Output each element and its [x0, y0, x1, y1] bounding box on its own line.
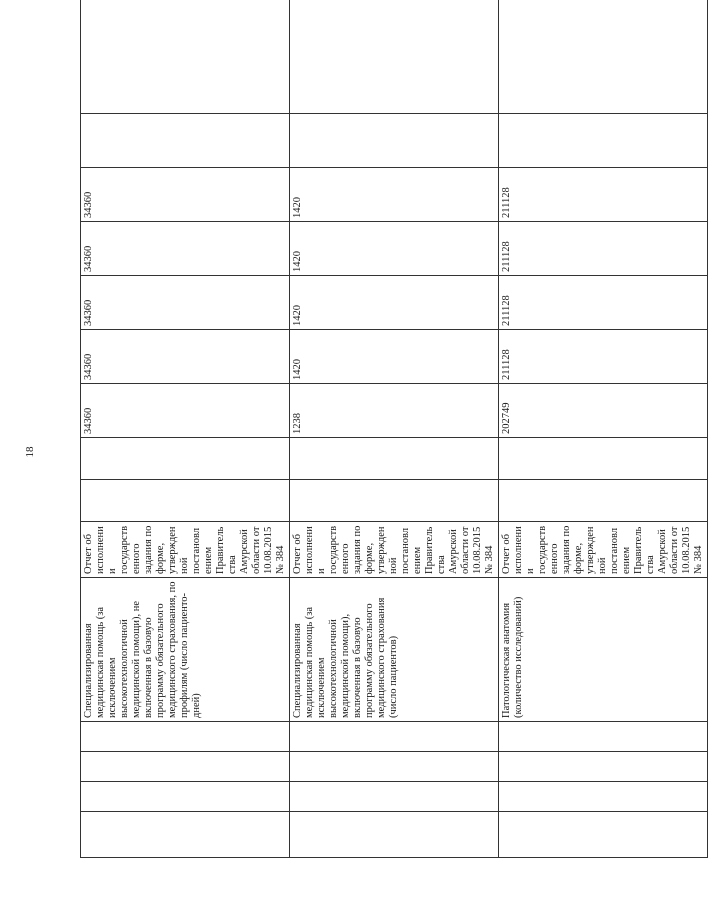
empty-cell [290, 782, 499, 812]
value-cell: 211128 [499, 168, 708, 222]
service-name-cell: Патологическая анатомия (количество исследований) [499, 578, 708, 722]
value-cell: 34360 [81, 384, 290, 438]
value-cell: 34360 [81, 168, 290, 222]
value-cell: 211128 [499, 330, 708, 384]
empty-cell [499, 114, 708, 168]
empty-cell [290, 438, 499, 480]
service-name-cell: Специализированная медицинская помощь (за исключением высокотехнологичной медицинской помощи), включенная в базовую программу обязательного медицинского страхования (число пациентов) [290, 578, 499, 722]
empty-cell [290, 0, 499, 114]
empty-cell [290, 752, 499, 782]
indicator-table [80, 0, 708, 858]
value-cell: 1420 [290, 222, 499, 276]
value-cell: 34360 [81, 222, 290, 276]
empty-cell [81, 438, 290, 480]
value-cell: 202749 [499, 384, 708, 438]
table-row [81, 0, 290, 858]
value-cell: 34360 [81, 276, 290, 330]
value-cell: 1420 [290, 330, 499, 384]
empty-cell [81, 114, 290, 168]
page-number: 18 [24, 446, 36, 458]
value-cell: 1420 [290, 168, 499, 222]
empty-cell [81, 812, 290, 858]
empty-cell [81, 0, 290, 114]
empty-cell [290, 722, 499, 752]
empty-cell [81, 782, 290, 812]
empty-cell [499, 722, 708, 752]
value-cell: 34360 [81, 330, 290, 384]
empty-cell [499, 752, 708, 782]
value-cell: 1420 [290, 276, 499, 330]
empty-cell [499, 480, 708, 522]
rotated-table-container [80, 38, 704, 858]
value-cell: 1238 [290, 384, 499, 438]
empty-cell [499, 812, 708, 858]
empty-cell [290, 480, 499, 522]
table-row [290, 0, 499, 858]
empty-cell [499, 438, 708, 480]
value-cell: 211128 [499, 222, 708, 276]
empty-cell [81, 480, 290, 522]
source-cell: Отчет об исполнении государственного задания по форме, утвержденной постановлением Правительства Амурской области от 10.08.2015 № 384 [81, 522, 290, 578]
empty-cell [81, 722, 290, 752]
source-cell: Отчет об исполнении государственного задания по форме, утвержденной постановлением Правительства Амурской области от 10.08.2015 № 384 [290, 522, 499, 578]
value-cell: 211128 [499, 276, 708, 330]
empty-cell [290, 114, 499, 168]
table-row [499, 0, 708, 858]
source-cell: Отчет об исполнении государственного задания по форме, утвержденной постановлением Правительства Амурской области от 10.08.2015 № 384 [499, 522, 708, 578]
empty-cell [290, 812, 499, 858]
service-name-cell: Специализированная медицинская помощь (за исключением высокотехнологичной медицинской помощи), не включенная в базовую программу обязательного медицинского страхования, по профилям (число пациенто-дней) [81, 578, 290, 722]
empty-cell [81, 752, 290, 782]
empty-cell [499, 0, 708, 114]
empty-cell [499, 782, 708, 812]
